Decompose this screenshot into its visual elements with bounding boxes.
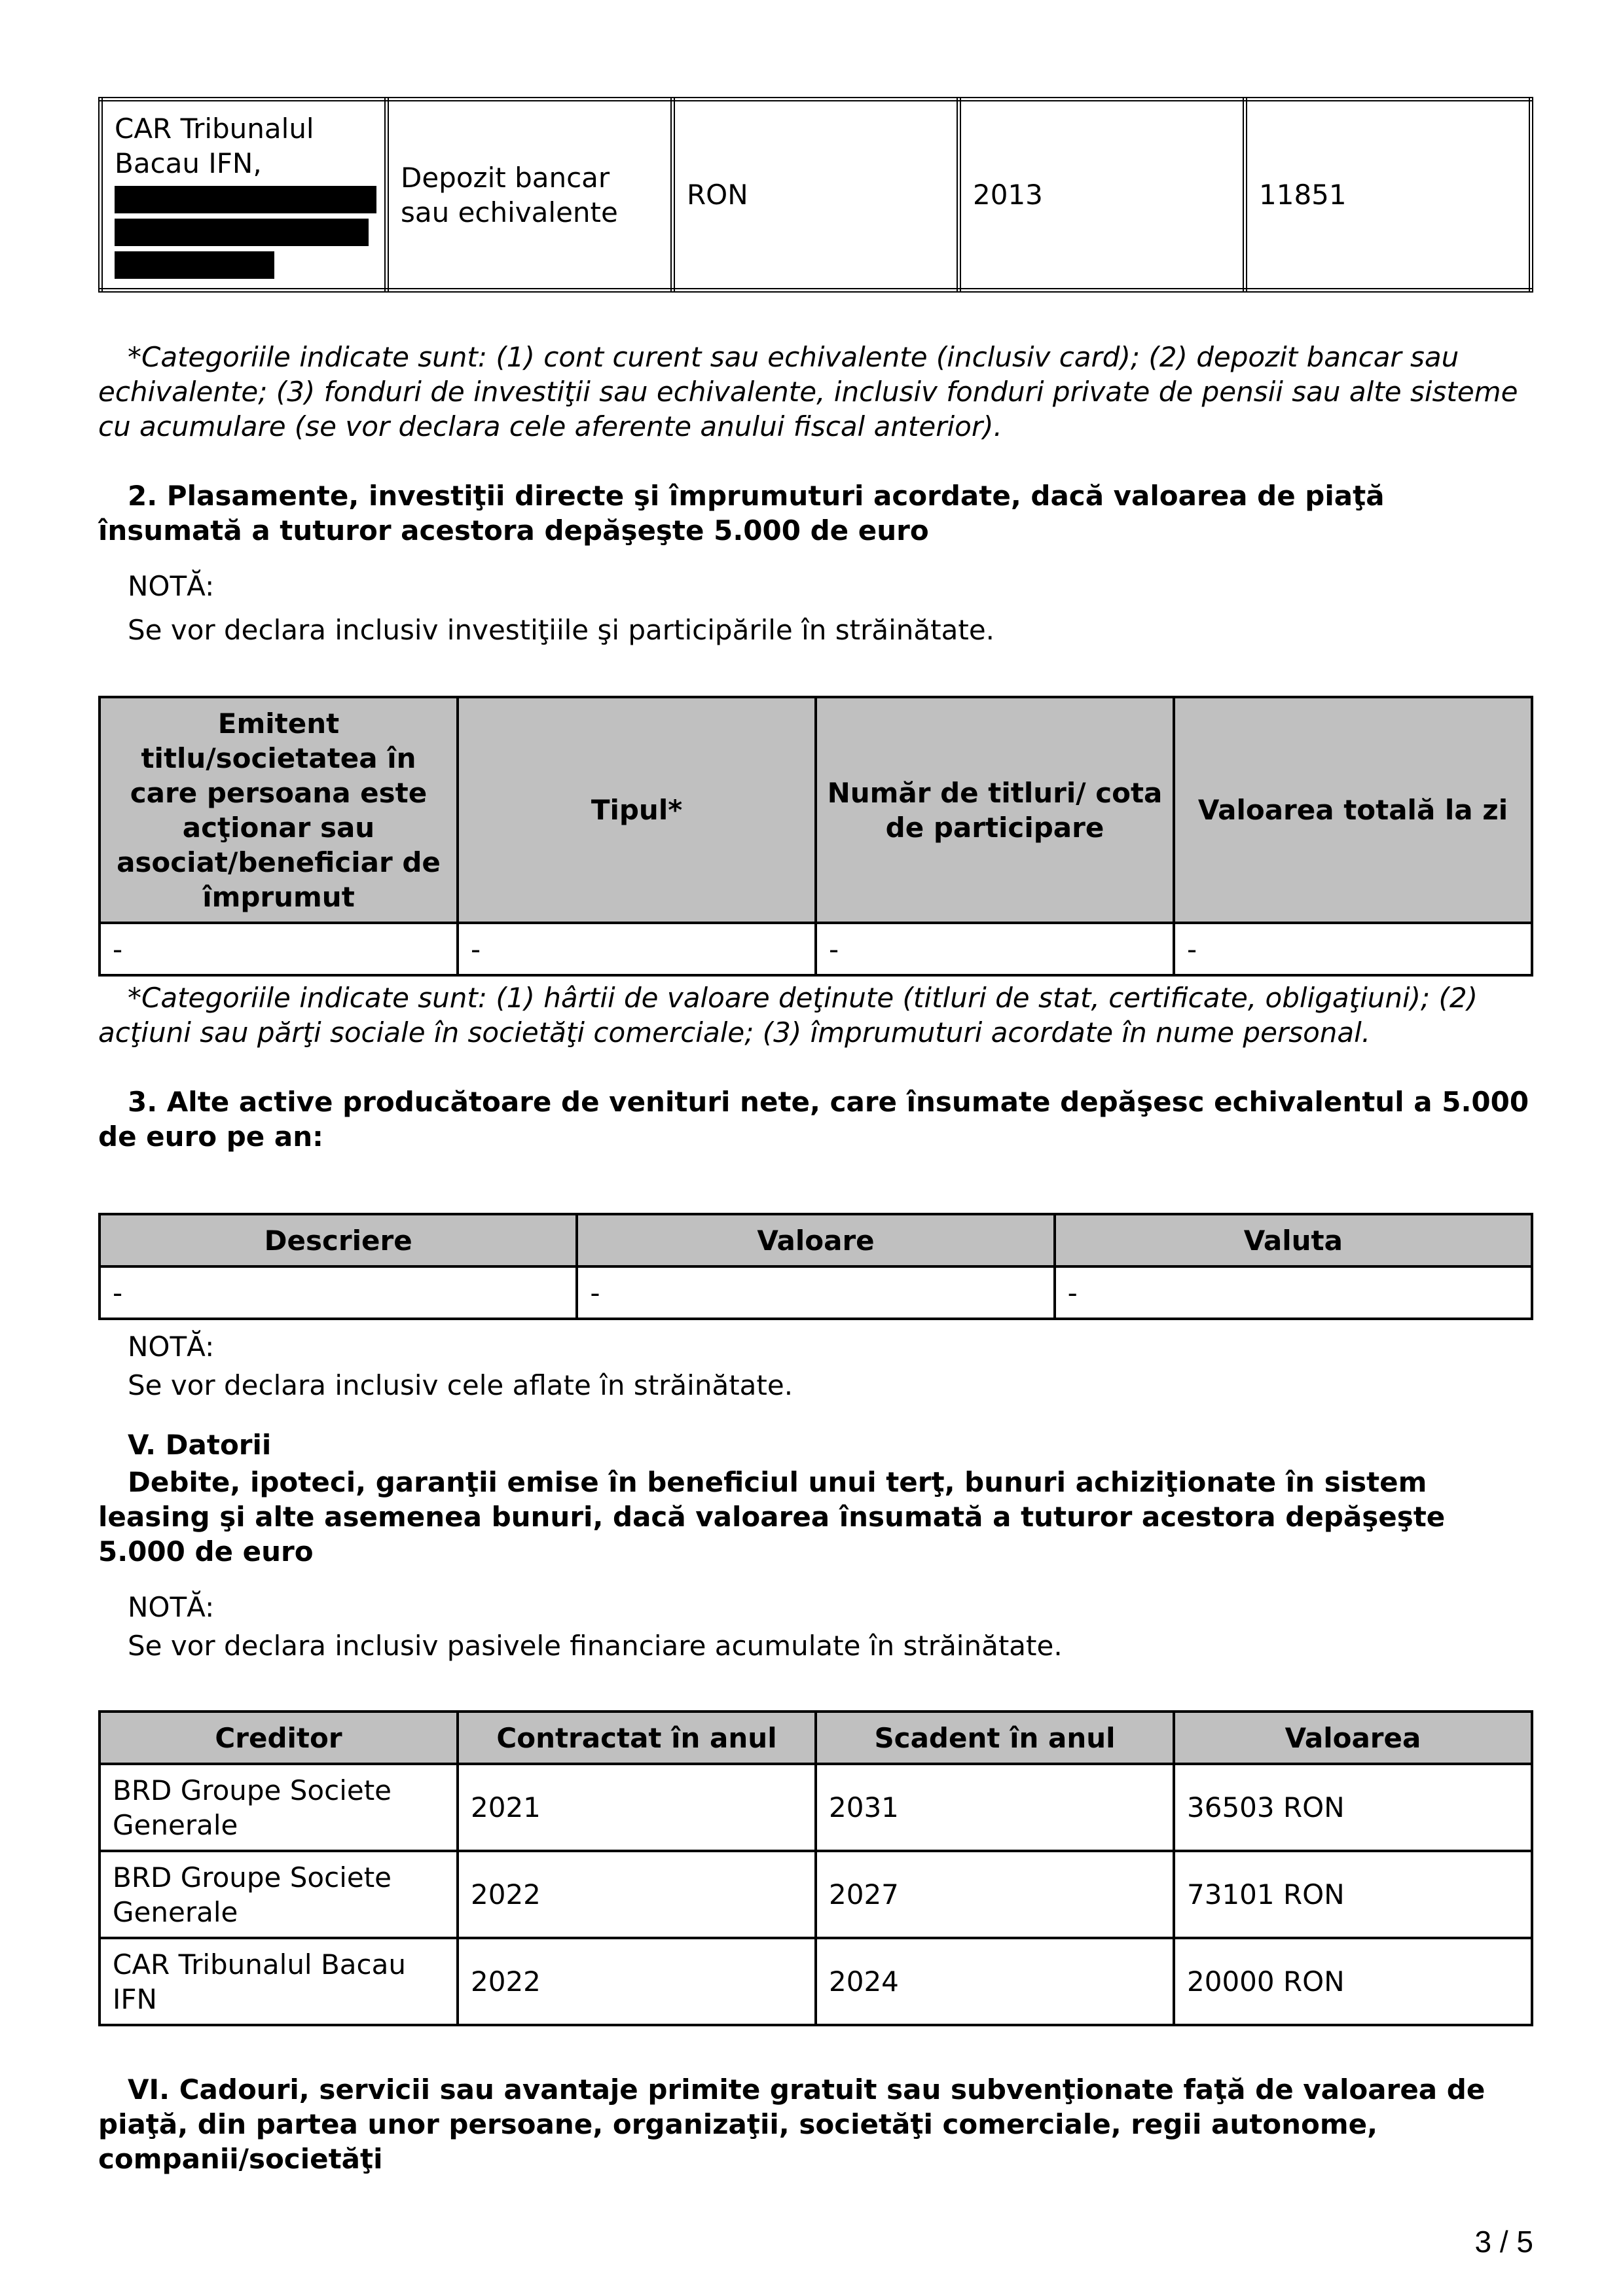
- note-text: Se vor declara inclusiv cele aflate în străinătate.: [128, 1369, 793, 1401]
- category-cell: Depozit bancar sau echivalente: [387, 99, 673, 291]
- creditor-cell: BRD Groupe Societe Generale: [100, 1764, 458, 1851]
- amount-cell: 20000 RON: [1174, 1938, 1532, 2025]
- column-header: Număr de titluri/ cota de participare: [816, 697, 1174, 923]
- investments-footnote: *Categoriile indicate sunt: (1) hârtii de valoare deţinute (titluri de stat, certificate, obligaţiuni); (2) acţiuni sau părţi sociale în societăţi comerciale; (3) împrumuturi acordate în nume personal.: [98, 982, 1478, 1049]
- table-cell: -: [458, 923, 816, 975]
- contracted-year-cell: 2021: [458, 1764, 816, 1851]
- section-3-heading: 3. Alte active producătoare de venituri nete, care însumate depăşesc echivalentul a 5.000 de euro pe an:: [98, 1086, 1529, 1153]
- note-text: Se vor declara inclusiv pasivele financiare acumulate în străinătate.: [128, 1630, 1063, 1662]
- investments-table: [98, 696, 1533, 977]
- table-header-row: [100, 1214, 1532, 1266]
- column-header: Emitent titlu/societatea în care persoana este acţionar sau asociat/beneficiar de împrumut: [100, 697, 458, 923]
- column-header: Valoarea totală la zi: [1174, 697, 1532, 923]
- balance-cell: 11851: [1245, 99, 1531, 291]
- note-label: NOTĂ:: [128, 1331, 215, 1363]
- table-row: [100, 1266, 1532, 1319]
- table-cell: -: [1174, 923, 1532, 975]
- table-cell: -: [816, 923, 1174, 975]
- note-text: Se vor declara inclusiv investiţiile şi participările în străinătate.: [128, 614, 995, 646]
- other-assets-table: [98, 1213, 1533, 1320]
- table-row: [100, 1938, 1532, 2025]
- institution-cell: [101, 99, 387, 291]
- column-header: Creditor: [100, 1712, 458, 1764]
- redaction-bar: [115, 219, 369, 246]
- column-header: Valoare: [577, 1214, 1054, 1266]
- table-cell: -: [100, 923, 458, 975]
- column-header: Valuta: [1055, 1214, 1532, 1266]
- due-year-cell: 2031: [816, 1764, 1174, 1851]
- amount-cell: 73101 RON: [1174, 1851, 1532, 1938]
- accounts-table: [98, 97, 1533, 293]
- section-5-heading: Debite, ipoteci, garanţii emise în beneficiul unui terţ, bunuri achiziţionate în sistem leasing şi alte asemenea bunuri, dacă valoarea însumată a tuturor acestora depăşeşte 5.000 de euro: [98, 1466, 1446, 1568]
- institution-line: CAR Tribunalul: [115, 112, 314, 145]
- contracted-year-cell: 2022: [458, 1851, 816, 1938]
- table-header-row: [100, 1712, 1532, 1764]
- table-cell: -: [577, 1266, 1054, 1319]
- document-page: [98, 97, 1533, 2176]
- redaction-bar: [115, 251, 274, 279]
- note-label: NOTĂ:: [128, 1591, 215, 1623]
- section-6-heading: VI. Cadouri, servicii sau avantaje primite gratuit sau subvenţionate faţă de valoarea de piaţă, din partea unor persoane, organizaţii, societăţi comerciale, regii autonome, companii/societăţi: [98, 2073, 1486, 2175]
- debts-table: [98, 1710, 1533, 2026]
- creditor-cell: BRD Groupe Societe Generale: [100, 1851, 458, 1938]
- note-label: NOTĂ:: [128, 570, 215, 602]
- creditor-cell: CAR Tribunalul Bacau IFN: [100, 1938, 458, 2025]
- table-row: [101, 99, 1531, 291]
- table-cell: -: [1055, 1266, 1532, 1319]
- due-year-cell: 2027: [816, 1851, 1174, 1938]
- table-cell: -: [100, 1266, 577, 1319]
- year-cell: 2013: [959, 99, 1245, 291]
- page-number: 3 / 5: [1474, 2225, 1533, 2259]
- table-header-row: [100, 697, 1532, 923]
- table-row: [100, 1851, 1532, 1938]
- currency-cell: RON: [673, 99, 959, 291]
- redaction-bar: [115, 186, 376, 213]
- table-row: [100, 1764, 1532, 1851]
- column-header: Contractat în anul: [458, 1712, 816, 1764]
- contracted-year-cell: 2022: [458, 1938, 816, 2025]
- column-header: Valoarea: [1174, 1712, 1532, 1764]
- column-header: Scadent în anul: [816, 1712, 1174, 1764]
- column-header: Tipul*: [458, 697, 816, 923]
- due-year-cell: 2024: [816, 1938, 1174, 2025]
- column-header: Descriere: [100, 1214, 577, 1266]
- section-2-heading: 2. Plasamente, investiţii directe şi împrumuturi acordate, dacă valoarea de piaţă însumată a tuturor acestora depăşeşte 5.000 de euro: [98, 480, 1385, 547]
- institution-line: Bacau IFN,: [115, 147, 262, 179]
- section-5-title: V. Datorii: [128, 1429, 272, 1461]
- table-row: [100, 923, 1532, 975]
- accounts-footnote: *Categoriile indicate sunt: (1) cont curent sau echivalente (inclusiv card); (2) depozit bancar sau echivalente; (3) fonduri de investiţii sau echivalente, inclusiv fonduri private de pensii sau alte sisteme cu acumulare (se vor declara cele aferente anului fiscal anterior).: [98, 341, 1518, 442]
- amount-cell: 36503 RON: [1174, 1764, 1532, 1851]
